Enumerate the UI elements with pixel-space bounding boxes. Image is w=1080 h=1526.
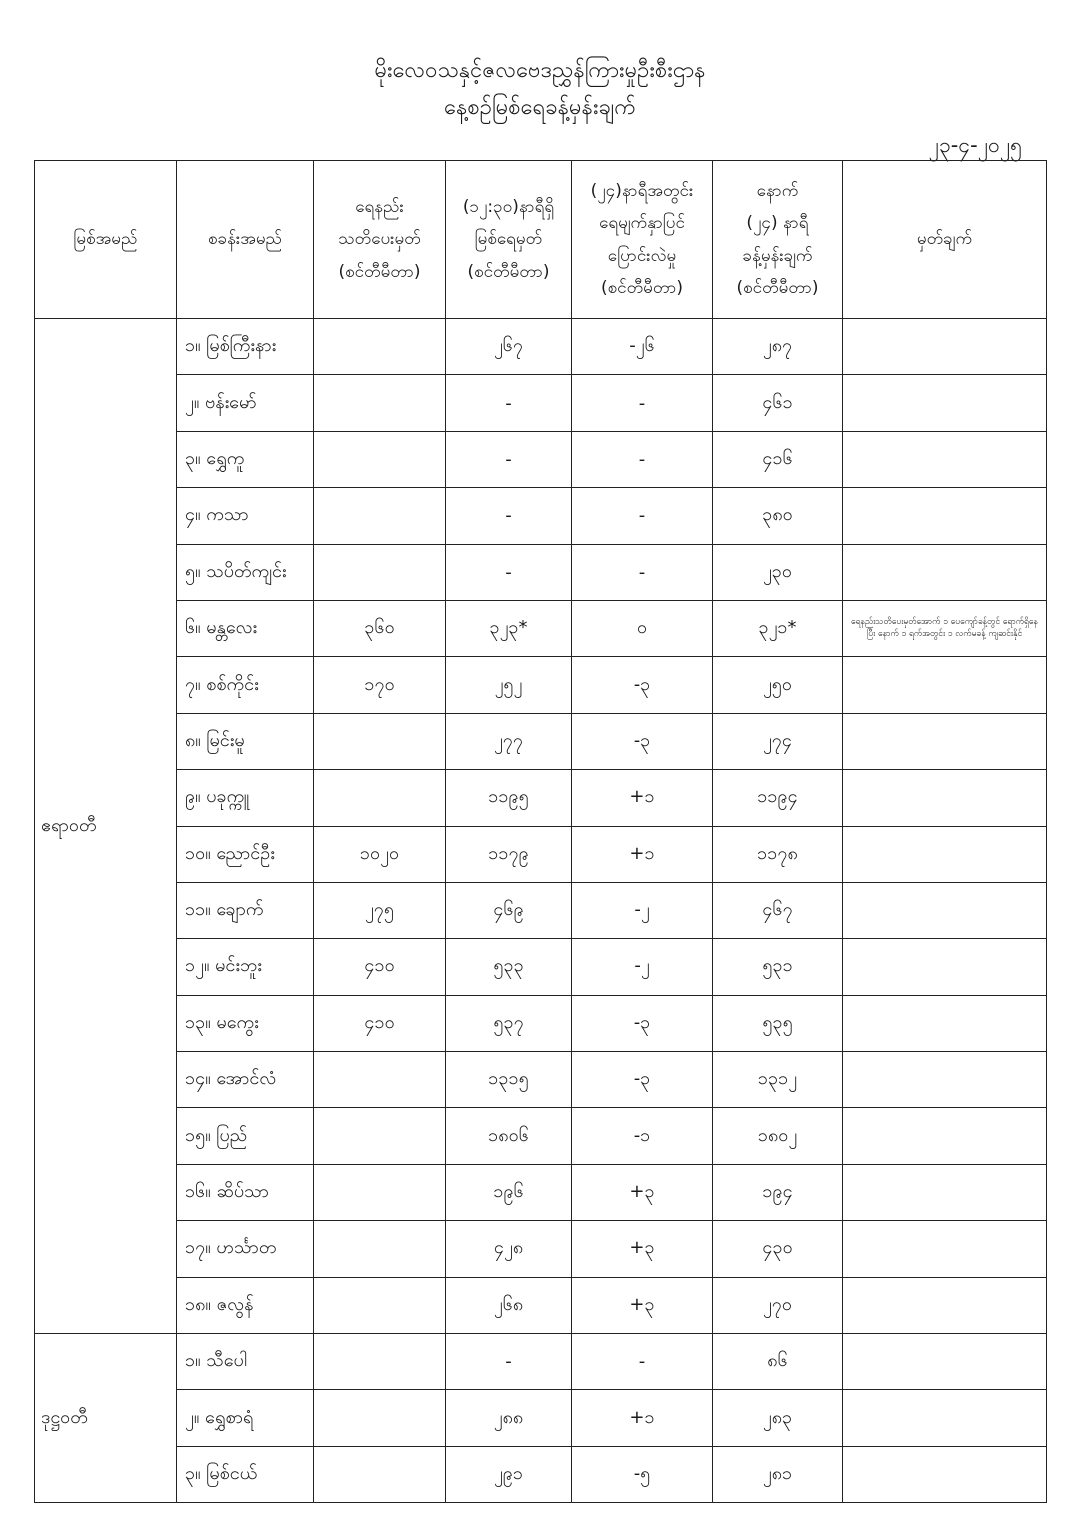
col-header-river: မြစ်အမည် (35, 161, 177, 319)
remark (843, 488, 1047, 544)
station-name: ၁၇။ ဟင်္သာတ (177, 1221, 314, 1277)
page-subtitle: နေ့စဉ်မြစ်ရေခန့်မှန်းချက် (444, 95, 636, 120)
warning-level (314, 770, 446, 826)
water-level: ၁၈၀၆ (446, 1108, 572, 1164)
col-header-change: (၂၄)နာရီအတွင်း ရေမျက်နှာပြင် ပြောင်းလဲမှု (စင်တီမီတာ) (572, 161, 713, 319)
forecast-level: ၂၈၁ (713, 1446, 843, 1502)
level-change: - (572, 544, 713, 600)
warning-level (314, 431, 446, 487)
forecast-level: ၃၈၀ (713, 488, 843, 544)
level-change: -၃ (572, 713, 713, 769)
report-date: ၂၃-၄-၂၀၂၅ (928, 133, 1022, 157)
table-row (35, 1334, 1047, 1390)
table-row (35, 375, 1047, 431)
station-name: ၂။ ဗန်းမော် (177, 375, 314, 431)
forecast-level: ၂၃၀ (713, 544, 843, 600)
level-change: -၁ (572, 1108, 713, 1164)
level-change: -၃ (572, 657, 713, 713)
warning-level (314, 1334, 446, 1390)
remark (843, 1221, 1047, 1277)
remark (843, 657, 1047, 713)
water-level: ၁၉၆ (446, 1164, 572, 1220)
remark (843, 1390, 1047, 1446)
table-row (35, 319, 1047, 375)
water-level: ၂၉၁ (446, 1446, 572, 1502)
remark (843, 1108, 1047, 1164)
forecast-level: ၅၃၅ (713, 995, 843, 1051)
table-row (35, 882, 1047, 938)
forecast-level: ၅၃၁ (713, 939, 843, 995)
warning-level: ၃၆၀ (314, 600, 446, 656)
warning-level (314, 1052, 446, 1108)
remark (843, 939, 1047, 995)
water-level: - (446, 488, 572, 544)
table-row (35, 826, 1047, 882)
warning-level (314, 544, 446, 600)
remark (843, 882, 1047, 938)
table-row (35, 1052, 1047, 1108)
remark (843, 375, 1047, 431)
warning-level (314, 1221, 446, 1277)
station-name: ၁၆။ ဆိပ်သာ (177, 1164, 314, 1220)
table-row (35, 770, 1047, 826)
station-name: ၉။ ပခုက္ကူ (177, 770, 314, 826)
forecast-level: ၁၁၇၈ (713, 826, 843, 882)
col-header-station: စခန်းအမည် (177, 161, 314, 319)
station-name: ၁၅။ ပြည် (177, 1108, 314, 1164)
remark (843, 319, 1047, 375)
warning-level (314, 1390, 446, 1446)
forecast-level: ၃၂၁* (713, 600, 843, 656)
station-name: ၃။ ရွှေကူ (177, 431, 314, 487)
forecast-level: ၂၇၀ (713, 1277, 843, 1333)
forecast-level: ၂၅၀ (713, 657, 843, 713)
water-level: ၄၂၈ (446, 1221, 572, 1277)
station-name: ၁၄။ အောင်လံ (177, 1052, 314, 1108)
water-level: ၂၆၇ (446, 319, 572, 375)
station-name: ၆။ မန္တလေး (177, 600, 314, 656)
river-name: ဒုဋ္ဌဝတီ (35, 1334, 177, 1503)
level-change: +၃ (572, 1221, 713, 1277)
level-change: -၃ (572, 1052, 713, 1108)
col-header-remark: မှတ်ချက် (843, 161, 1047, 319)
water-level: ၅၃၇ (446, 995, 572, 1051)
forecast-level: ၁၈၀၂ (713, 1108, 843, 1164)
remark (843, 1334, 1047, 1390)
water-level: ၂၆၈ (446, 1277, 572, 1333)
warning-level: ၁၀၂၀ (314, 826, 446, 882)
warning-level (314, 375, 446, 431)
level-change: - (572, 1334, 713, 1390)
station-name: ၄။ ကသာ (177, 488, 314, 544)
remark (843, 544, 1047, 600)
level-change: -၂ (572, 882, 713, 938)
water-level: - (446, 1334, 572, 1390)
water-level: ၅၃၃ (446, 939, 572, 995)
col-header-forecast: နောက် (၂၄) နာရီ ခန့်မှန်းချက် (စင်တီမီတာ) (713, 161, 843, 319)
col-header-warning-level: ရေနည်း သတိပေးမှတ် (စင်တီမီတာ) (314, 161, 446, 319)
forecast-level: ၁၉၄ (713, 1164, 843, 1220)
water-level: ၁၃၁၅ (446, 1052, 572, 1108)
remark (843, 1164, 1047, 1220)
level-change: -၅ (572, 1446, 713, 1502)
remark (843, 770, 1047, 826)
water-level: ၂၇၇ (446, 713, 572, 769)
table-row (35, 657, 1047, 713)
forecast-level: ၂၈၇ (713, 319, 843, 375)
station-name: ၁၁။ ချောက် (177, 882, 314, 938)
water-level: - (446, 431, 572, 487)
water-level: ၂၅၂ (446, 657, 572, 713)
remark (843, 431, 1047, 487)
level-change: - (572, 488, 713, 544)
remark (843, 826, 1047, 882)
forecast-level: ၄၆၁ (713, 375, 843, 431)
warning-level (314, 1164, 446, 1220)
table-row (35, 713, 1047, 769)
forecast-level: ၄၁၆ (713, 431, 843, 487)
table-row (35, 1164, 1047, 1220)
warning-level: ၁၇၀ (314, 657, 446, 713)
level-change: - (572, 375, 713, 431)
table-row (35, 1446, 1047, 1502)
forecast-level: ၈၆ (713, 1334, 843, 1390)
table-row (35, 1221, 1047, 1277)
remark: ရေနည်းသတိပေးမှတ်အောက် ၁ ပေကျော်ခန့်တွင် ရောက်ရှိနေပြီး နောက် ၁ ရက်အတွင်း ၁ လက်မခန့် ကျဆင်းနိုင် (843, 600, 1047, 656)
station-name: ၁၈။ ဇလွန် (177, 1277, 314, 1333)
warning-level (314, 713, 446, 769)
water-level: ၁၁၇၉ (446, 826, 572, 882)
level-change: -၂၆ (572, 319, 713, 375)
level-change: +၁ (572, 826, 713, 882)
forecast-level: ၁၃၁၂ (713, 1052, 843, 1108)
header-row (35, 161, 1047, 319)
forecast-level: ၂၇၄ (713, 713, 843, 769)
remark (843, 1446, 1047, 1502)
station-name: ၁။ မြစ်ကြီးနား (177, 319, 314, 375)
water-level: ၄၆၉ (446, 882, 572, 938)
level-change: -၃ (572, 995, 713, 1051)
table-row (35, 995, 1047, 1051)
remark (843, 1277, 1047, 1333)
warning-level (314, 319, 446, 375)
level-change: - (572, 431, 713, 487)
forecast-level: ၂၈၃ (713, 1390, 843, 1446)
station-name: ၁။ သီပေါ (177, 1334, 314, 1390)
river-name: ဧရာဝတီ (35, 319, 177, 1334)
station-name: ၅။ သပိတ်ကျင်း (177, 544, 314, 600)
water-level: - (446, 375, 572, 431)
station-name: ၃။ မြစ်ငယ် (177, 1446, 314, 1502)
remark (843, 995, 1047, 1051)
warning-level (314, 1277, 446, 1333)
level-change: +၁ (572, 770, 713, 826)
station-name: ၇။ စစ်ကိုင်း (177, 657, 314, 713)
page-title: မိုးလေဝသနှင့်ဇလဗေဒညွှန်ကြားမှုဦးစီးဌာန (374, 58, 706, 83)
water-level: ၂၈၈ (446, 1390, 572, 1446)
remark (843, 1052, 1047, 1108)
water-level: ၁၁၉၅ (446, 770, 572, 826)
table-row (35, 1108, 1047, 1164)
level-change: +၃ (572, 1277, 713, 1333)
river-forecast-table (34, 160, 1047, 1503)
level-change: ၀ (572, 600, 713, 656)
remark (843, 713, 1047, 769)
col-header-water-level: (၁၂:၃၀)နာရီရှိ မြစ်ရေမှတ် (စင်တီမီတာ) (446, 161, 572, 319)
station-name: ၁၃။ မကွေး (177, 995, 314, 1051)
warning-level: ၄၁၀ (314, 939, 446, 995)
table-row (35, 1277, 1047, 1333)
water-level: - (446, 544, 572, 600)
warning-level: ၄၁၀ (314, 995, 446, 1051)
level-change: +၁ (572, 1390, 713, 1446)
forecast-level: ၄၃၀ (713, 1221, 843, 1277)
station-name: ၁၀။ ညောင်ဦး (177, 826, 314, 882)
table-row (35, 939, 1047, 995)
warning-level (314, 1446, 446, 1502)
forecast-level: ၄၆၇ (713, 882, 843, 938)
warning-level (314, 1108, 446, 1164)
station-name: ၁၂။ မင်းဘူး (177, 939, 314, 995)
level-change: +၃ (572, 1164, 713, 1220)
table-row (35, 1390, 1047, 1446)
station-name: ၂။ ရွှေစာရံ (177, 1390, 314, 1446)
table-row (35, 431, 1047, 487)
forecast-level: ၁၁၉၄ (713, 770, 843, 826)
level-change: -၂ (572, 939, 713, 995)
water-level: ၃၂၃* (446, 600, 572, 656)
table-row (35, 488, 1047, 544)
warning-level: ၂၇၅ (314, 882, 446, 938)
table-row (35, 600, 1047, 656)
warning-level (314, 488, 446, 544)
station-name: ၈။ မြင်းမူ (177, 713, 314, 769)
table-row (35, 544, 1047, 600)
